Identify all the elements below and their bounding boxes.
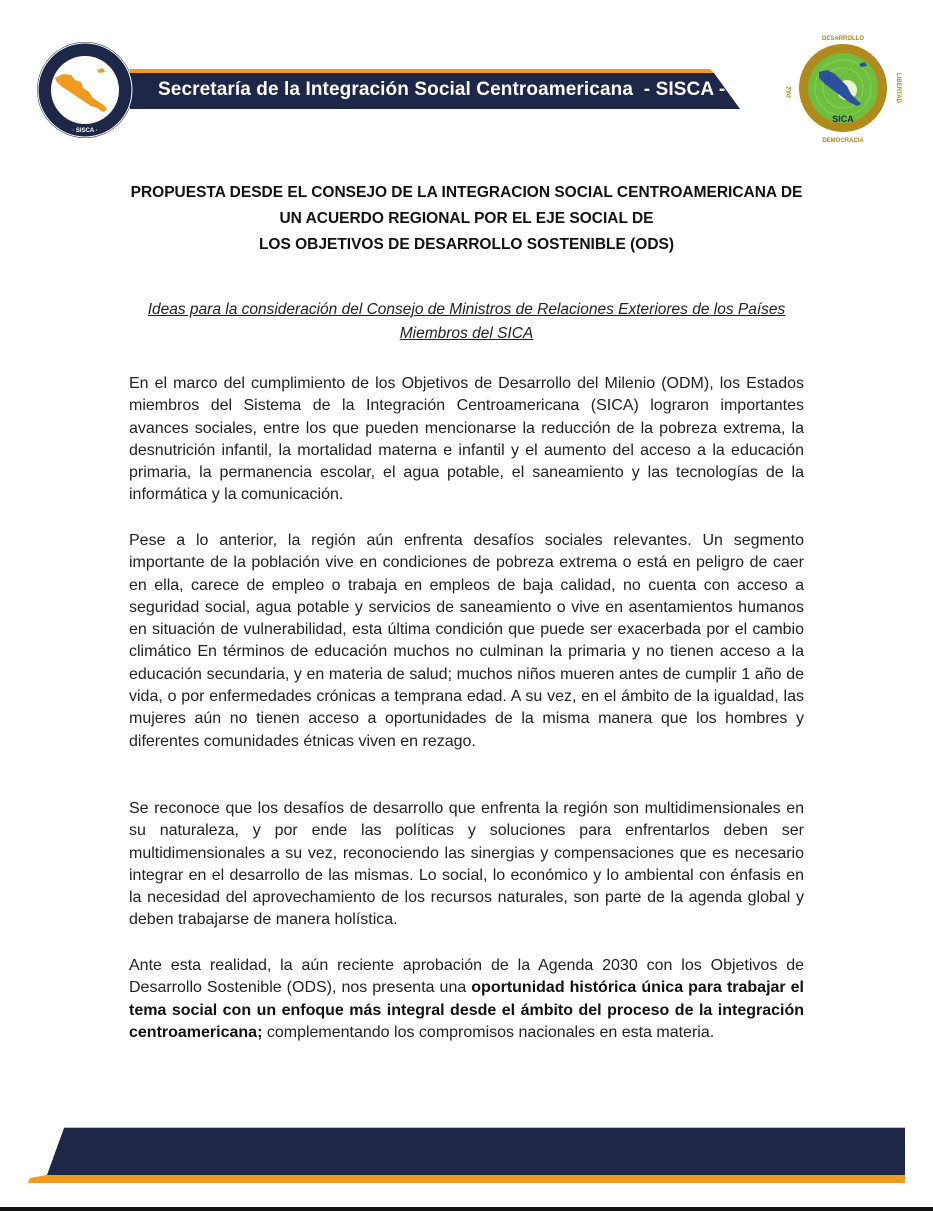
subtitle-line: Miembros del SICA: [399, 325, 534, 342]
footer-banner: [0, 1120, 933, 1190]
subtitle-line: Ideas para la consideración del Consejo de Ministros de Relaciones Exteriores de los Países: [147, 301, 786, 318]
paragraph-text: complementando los compromisos nacionales en esta materia.: [262, 1023, 715, 1041]
title-line: UN ACUERDO REGIONAL POR EL EJE SOCIAL DE: [279, 210, 654, 227]
svg-text:· SISCA ·: · SISCA ·: [72, 128, 98, 134]
svg-text:DESARROLLO: DESARROLLO: [822, 36, 864, 42]
svg-text:SICA: SICA: [832, 114, 854, 124]
sica-logo: [785, 30, 910, 150]
document-title: [100, 180, 833, 258]
paragraph: En el marco del cumplimiento de los Objetivos de Desarrollo del Milenio (ODM), los Estados miembros del Sistema de la Integración Centroamericana (SICA) lograron importantes avances sociales, entre los que pueden mencionarse la reducción de la pobreza extrema, la desnutrición infantil, la mortalidad materna e infantil y el aumento del acceso a la educación primaria, la permanencia escolar, el agua potable, el saneamiento y las tecnologías de la informática y la comunicación.: [129, 375, 804, 504]
paragraph: Se reconoce que los desafíos de desarrollo que enfrenta la región son multidimensionales en su naturaleza, y por ende las políticas y soluciones para enfrentarlos deben ser multidimensionales a su vez, reconociendo las sinergias y compensaciones que es necesario integrar en el desarrollo de las mismas. Lo social, lo económico y lo ambiental con énfasis en la necesidad del aprovechamiento de los recursos naturales, son parte de la agenda global y deben trabajarse de manera holística.: [129, 800, 804, 929]
svg-text:PAZ: PAZ: [787, 86, 793, 98]
title-line: LOS OBJETIVOS DE DESARROLLO SOSTENIBLE (ODS): [258, 236, 675, 253]
paragraph-emphasis: oportunidad histórica única para trabajar el tema social con un enfoque más integral desde el ámbito del proceso de la integración centroamericana;: [129, 979, 804, 1041]
paragraph-text: Ante esta realidad, la aún reciente aprobación de la Agenda 2030 con los Objetivos de Desarrollo Sostenible (ODS), nos presenta una: [129, 957, 804, 997]
svg-text:LIBERTAD: LIBERTAD: [895, 73, 901, 103]
sisca-logo: [33, 40, 138, 140]
paragraph: [129, 955, 804, 1044]
page-edge: [0, 1207, 933, 1211]
header-title: Secretaría de la Integración Social Centroamericana - SISCA -: [158, 79, 726, 100]
paragraph: Pese a lo anterior, la región aún enfrenta desafíos sociales relevantes. Un segmento importante de la población vive en condiciones de pobreza extrema o está en peligro de caer en ella, carece de empleo o trabaja en empleos de baja calidad, no cuenta con acceso a seguridad social, agua potable y servicios de saneamiento o vive en asentamientos humanos en situación de vulnerabilidad, esta última condición que puede ser exacerbada por el cambio climático En términos de educación muchos no culminan la primaria y no tienen acceso a la educación secundaria, y en materia de salud; muchos niños mueren antes de cumplir 1 año de vida, o por enfermedades crónicas a temprana edad. A su vez, en el ámbito de la igualdad, las mujeres aún no tienen acceso a oportunidades de la misma manera que los hombres y diferentes comunidades étnicas viven en rezago.: [129, 532, 804, 750]
document-subtitle: [100, 298, 833, 346]
title-line: PROPUESTA DESDE EL CONSEJO DE LA INTEGRACION SOCIAL CENTROAMERICANA DE: [130, 184, 803, 201]
svg-text:DEMOCRACIA: DEMOCRACIA: [822, 138, 864, 144]
